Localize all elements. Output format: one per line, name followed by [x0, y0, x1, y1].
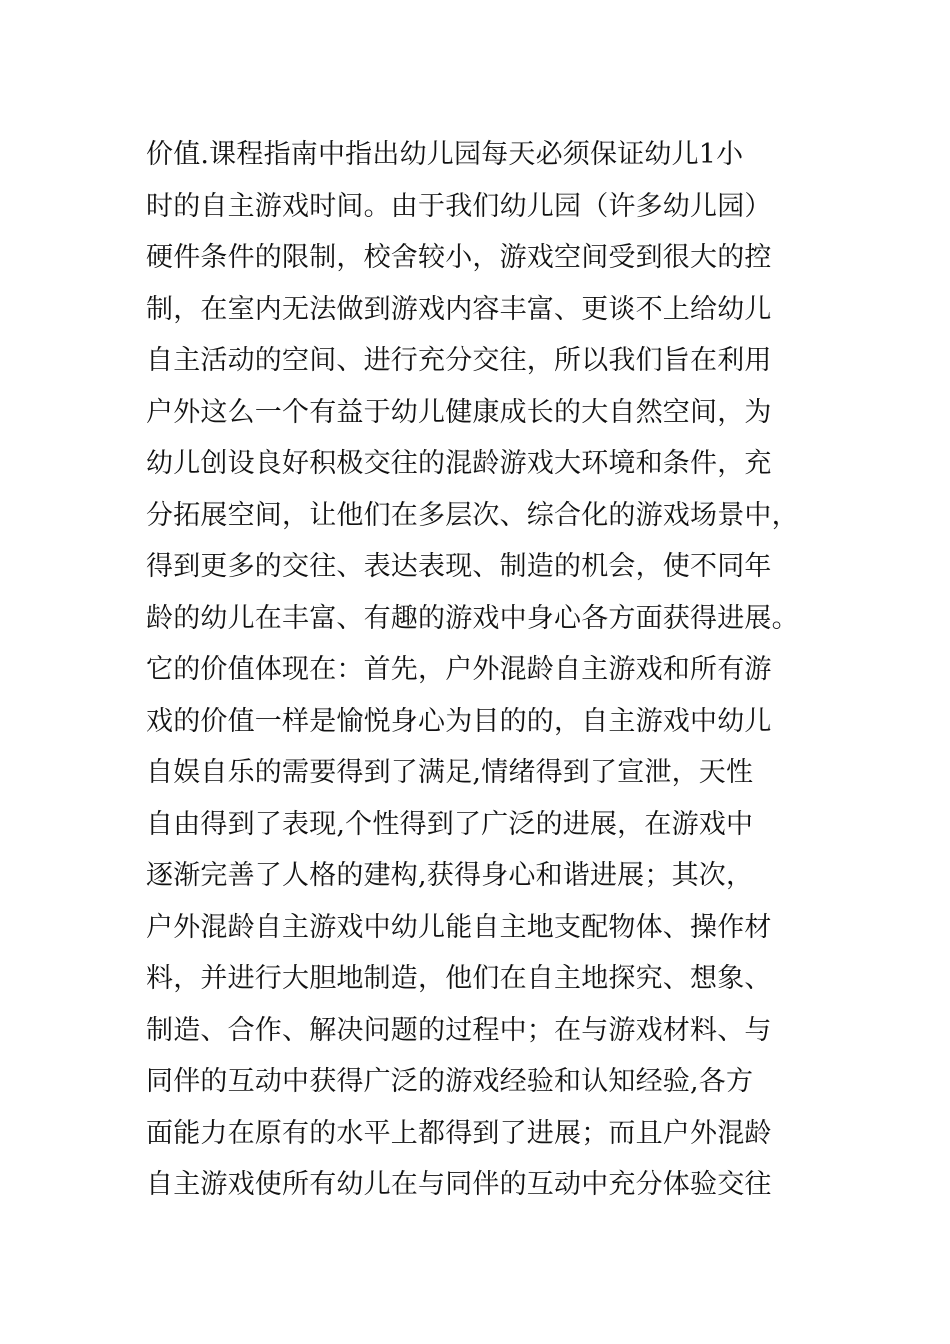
text-line: 戏的价值一样是愉悦身心为目的的，自主游戏中幼儿 — [146, 705, 772, 737]
text-line: 时的自主游戏时间。由于我们幼儿园（许多幼儿园） — [146, 190, 772, 222]
body-text — [146, 129, 826, 1211]
text-line: 料，并进行大胆地制造，他们在自主地探究、想象、 — [146, 963, 772, 994]
text-line: 得到更多的交往、表达表现、制造的机会，使不同年 — [146, 551, 772, 582]
text-line: 幼儿创设良好积极交往的混龄游戏大环境和条件，充 — [146, 448, 772, 479]
text-line: 制，在室内无法做到游戏内容丰富、更谈不上给幼儿 — [146, 293, 772, 325]
text-line: 制造、合作、解决问题的过程中；在与游戏材料、与 — [146, 1014, 772, 1046]
text-line: 分拓展空间，让他们在多层次、综合化的游戏场景中， — [146, 499, 799, 531]
text-line: 户外混龄自主游戏中幼儿能自主地支配物体、操作材 — [146, 911, 772, 943]
text-line: 它的价值体现在：首先，户外混龄自主游戏和所有游 — [146, 654, 772, 685]
text-line: 自由得到了表现,个性得到了广泛的进展，在游戏中 — [146, 808, 754, 840]
text-line: 面能力在原有的水平上都得到了进展；而且户外混龄 — [146, 1117, 772, 1149]
text-line: 自娱自乐的需要得到了满足,情绪得到了宣泄，天性 — [146, 757, 754, 788]
text-line: 同伴的互动中获得广泛的游戏经验和认知经验,各方 — [146, 1066, 754, 1097]
text-line: 龄的幼儿在丰富、有趣的游戏中身心各方面获得进展。 — [146, 602, 799, 634]
text-line: 自主游戏使所有幼儿在与同伴的互动中充分体验交往 — [146, 1169, 772, 1200]
text-line: 逐渐完善了人格的建构,获得身心和谐进展；其次， — [146, 860, 754, 891]
text-line: 价值.课程指南中指出幼儿园每天必须保证幼儿1小 — [146, 139, 744, 170]
text-line: 自主活动的空间、进行充分交往，所以我们旨在利用 — [146, 345, 772, 376]
text-line: 户外这么一个有益于幼儿健康成长的大自然空间，为 — [146, 396, 772, 428]
text-line: 硬件条件的限制，校舍较小，游戏空间受到很大的控 — [146, 242, 772, 273]
